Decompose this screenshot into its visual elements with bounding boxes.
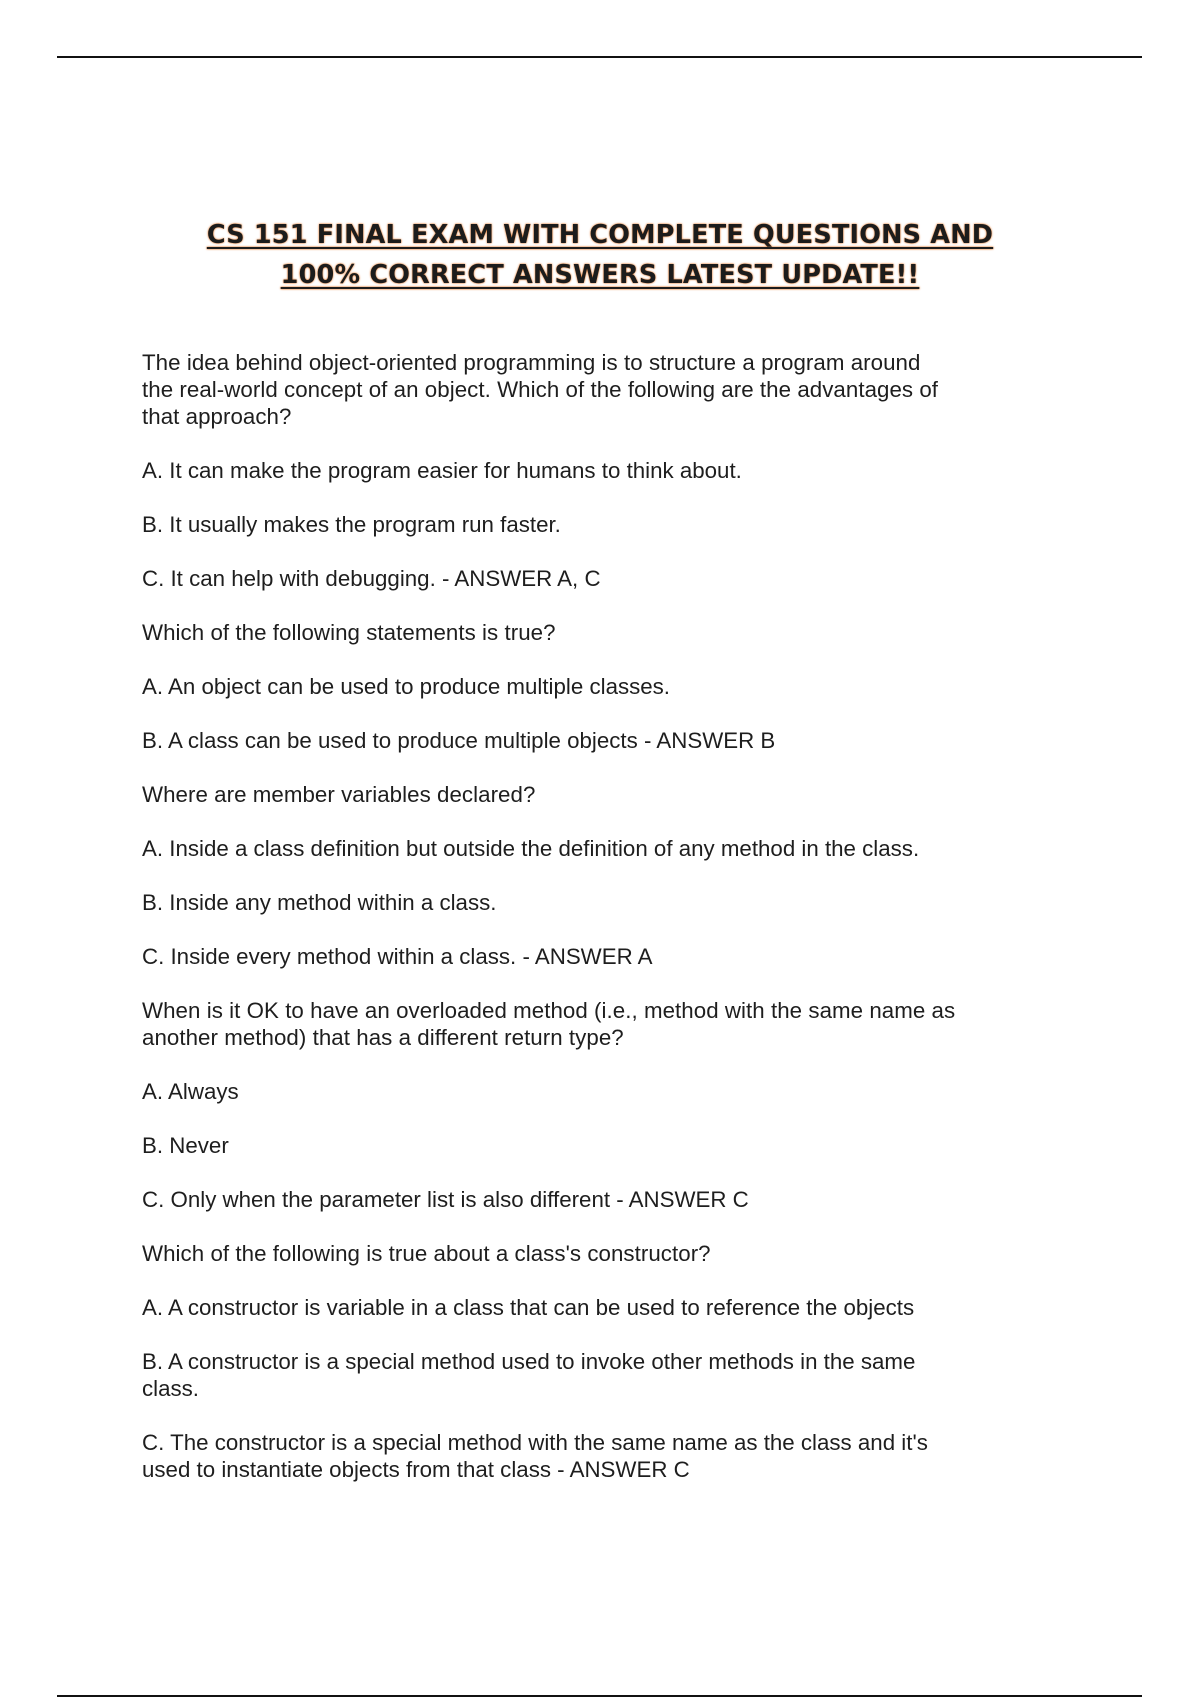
question-4: When is it OK to have an overloaded method (i.e., method with the same name as another method) that has a different return type? [142,998,956,1050]
question-1-option-b: B. It usually makes the program run faster. [142,512,561,537]
footer-rule [57,1695,1142,1697]
header-rule [57,56,1142,58]
question-4-option-b: B. Never [142,1133,229,1158]
question-2-option-b-answer: B. A class can be used to produce multiple objects - ANSWER B [142,728,776,753]
document-title [0,215,1200,295]
question-5-option-c-answer: C. The constructor is a special method with the same name as the class and it's used to instantiate objects from that class - ANSWER C [142,1430,928,1482]
title-line-1: CS 151 FINAL EXAM WITH COMPLETE QUESTIONS AND [206,220,994,250]
question-3: Where are member variables declared? [142,782,536,807]
question-5-option-a: A. A constructor is variable in a class that can be used to reference the objects [142,1295,915,1320]
question-4-option-a: A. Always [142,1079,239,1104]
question-5: Which of the following is true about a class's constructor? [142,1241,711,1266]
question-1: The idea behind object-oriented programming is to structure a program around the real-world concept of an object. Which of the following are the advantages of that approach? [142,350,939,429]
question-3-option-b: B. Inside any method within a class. [142,890,497,915]
exam-content [142,349,1062,1510]
question-1-option-c-answer: C. It can help with debugging. - ANSWER A, C [142,566,601,591]
question-3-option-c-answer: C. Inside every method within a class. - ANSWER A [142,944,653,969]
question-1-option-a: A. It can make the program easier for humans to think about. [142,458,742,483]
question-2-option-a: A. An object can be used to produce multiple classes. [142,674,671,699]
question-4-option-c-answer: C. Only when the parameter list is also different - ANSWER C [142,1187,749,1212]
question-5-option-b: B. A constructor is a special method used to invoke other methods in the same class. [142,1349,916,1401]
question-2: Which of the following statements is true? [142,620,556,645]
question-3-option-a: A. Inside a class definition but outside the definition of any method in the class. [142,836,920,861]
title-line-2: 100% CORRECT ANSWERS LATEST UPDATE!! [280,260,920,290]
